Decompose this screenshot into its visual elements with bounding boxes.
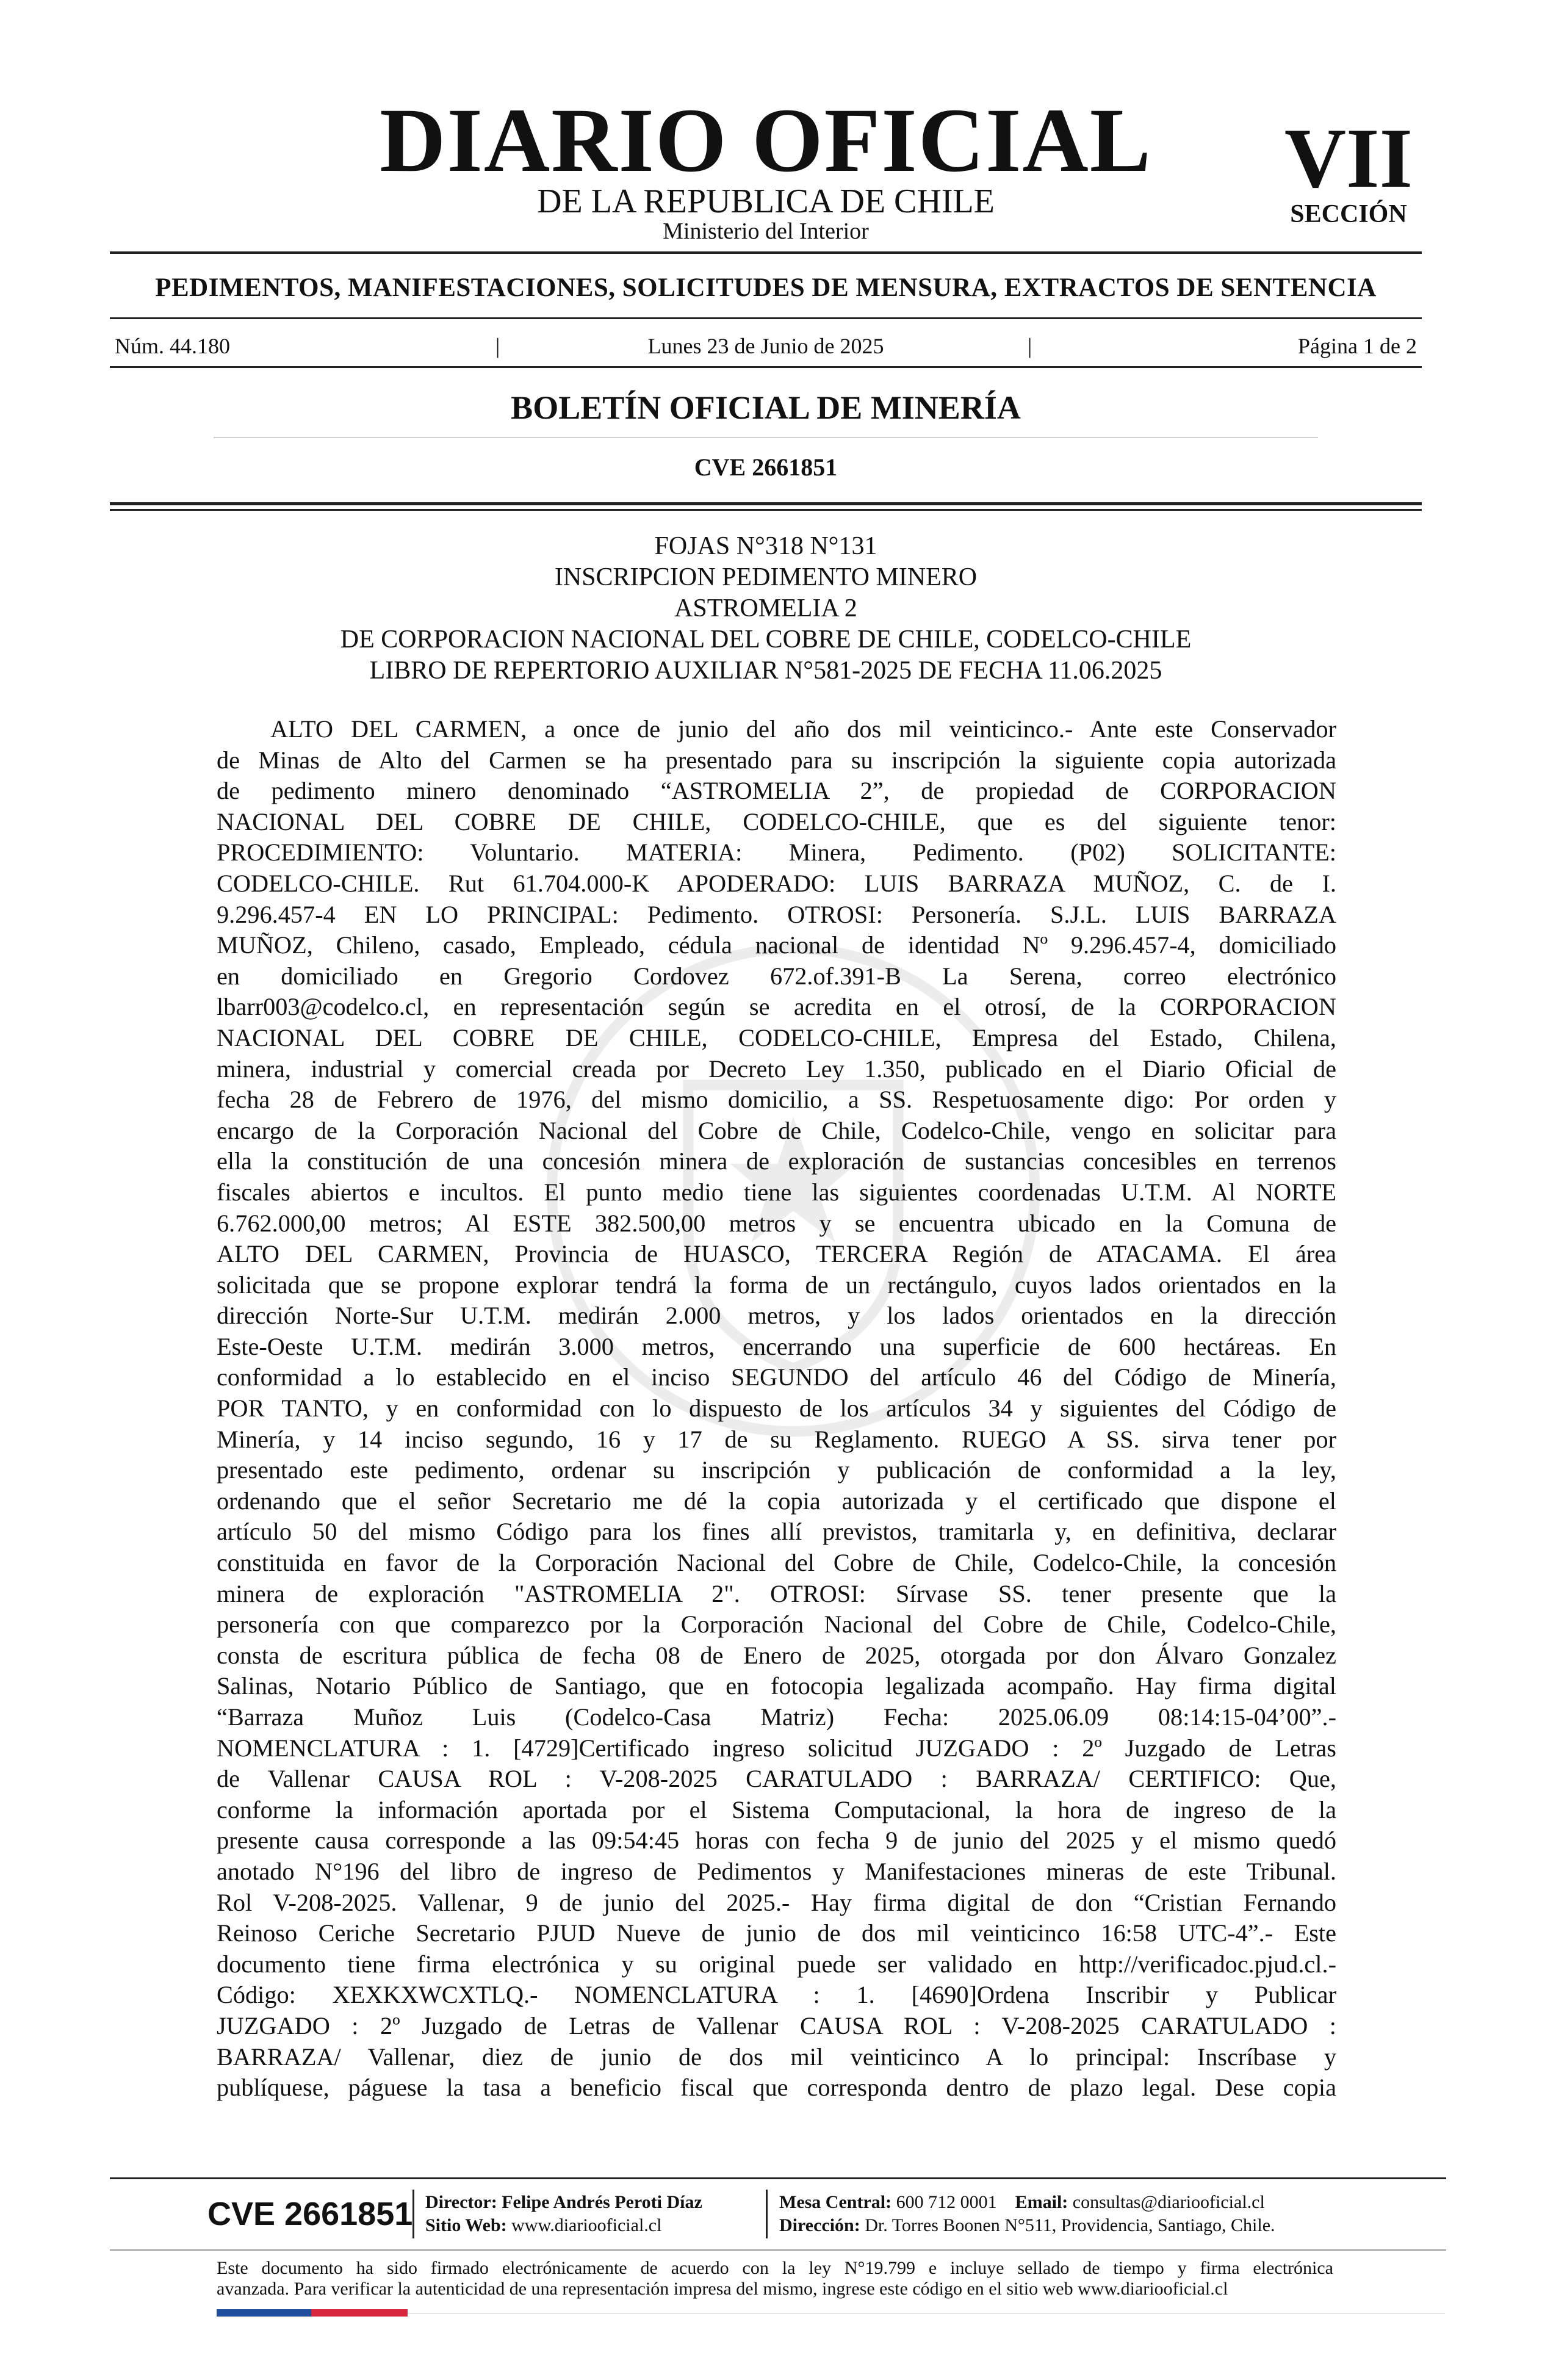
page-indicator: Página 1 de 2 (1298, 334, 1417, 358)
body-line: MUÑOZ, Chileno, casado, Empleado, cédula nacional de identidad Nº 9.296.457-4, domiciliado (217, 931, 1336, 959)
masthead-rule (110, 251, 1422, 254)
body-line: personería con que comparezco por la Corporación Nacional del Cobre de Chile, Codelco-Chile, (217, 1610, 1336, 1639)
footer-contact-block (779, 2191, 1275, 2237)
body-line: NOMENCLATURA : 1. [4729]Certificado ingreso solicitud JUZGADO : 2º Juzgado de Letras (217, 1734, 1336, 1762)
heading-fojas: FOJAS N°318 N°131 (654, 532, 877, 560)
footer-cve: CVE 2661851 (207, 2196, 413, 2232)
bulletin-title: BOLETÍN OFICIAL DE MINERÍA (511, 389, 1021, 426)
address-text: Dr. Torres Boonen N°511, Providencia, Santiago, Chile. (865, 2215, 1275, 2235)
heading-claim-name: ASTROMELIA 2 (674, 594, 857, 622)
body-line: ALTO DEL CARMEN, a once de junio del año dos mil veinticinco.- Ante este Conservador (270, 715, 1336, 743)
body-line: constituida en favor de la Corporación Nacional del Cobre de Chile, Codelco-Chile, la concesión (217, 1549, 1336, 1577)
site-link[interactable]: www.diariooficial.cl (511, 2215, 662, 2235)
footer-divider (412, 2190, 414, 2238)
heading-repertorio: LIBRO DE REPERTORIO AUXILIAR N°581-2025 DE FECHA 11.06.2025 (369, 657, 1162, 685)
body-line: fecha 28 de Febrero de 1976, del mismo domicilio, a SS. Respetuosamente digo: Por orden y (217, 1086, 1336, 1114)
body-line: Reinoso Ceriche Secretario PJUD Nueve de junio de dos mil veinticinco 16:58 UTC-4”.- Este (217, 1919, 1336, 1947)
flag-stripe-blue (217, 2309, 311, 2317)
body-line: “Barraza Muñoz Luis (Codelco-Casa Matriz) Fecha: 2025.06.09 08:14:15-04’00”.- (217, 1703, 1336, 1731)
body-line: Rol V-208-2025. Vallenar, 9 de junio del 2025.- Hay firma digital de don “Cristian Fernando (217, 1888, 1336, 1916)
heading-owner: DE CORPORACION NACIONAL DEL COBRE DE CHILE, CODELCO-CHILE (340, 626, 1192, 654)
body-line: ALTO DEL CARMEN, Provincia de HUASCO, TERCERA Región de ATACAMA. El área (217, 1240, 1336, 1268)
masthead (110, 92, 1422, 250)
body-line: BARRAZA/ Vallenar, diez de junio de dos mil veinticinco A lo principal: Inscríbase y (217, 2043, 1336, 2071)
body-line: de Vallenar CAUSA ROL : V-208-2025 CARATULADO : BARRAZA/ CERTIFICO: Que, (217, 1765, 1336, 1793)
director-name: Felipe Andrés Peroti Díaz (502, 2192, 702, 2212)
flag-stripe-red (311, 2309, 408, 2317)
body-line: CODELCO-CHILE. Rut 61.704.000-K APODERADO: LUIS BARRAZA MUÑOZ, C. de I. (217, 869, 1336, 897)
body-line: publíquese, páguese la tasa a beneficio fiscal que corresponda dentro de plazo legal. Dese copia (217, 2074, 1336, 2102)
heading-inscripcion: INSCRIPCION PEDIMENTO MINERO (554, 563, 978, 591)
body-line: encargo de la Corporación Nacional del Cobre de Chile, Codelco-Chile, vengo en solicitar para (217, 1116, 1336, 1144)
email-label: Email: (1015, 2192, 1068, 2212)
document-body (217, 714, 1336, 2104)
body-line: documento tiene firma electrónica y su original puede ser validado en http://verificadoc.pjud.cl.- (217, 1950, 1336, 1978)
body-line: dirección Norte-Sur U.T.M. medirán 2.000 metros, y los lados orientados en la dirección (217, 1302, 1336, 1330)
body-line: minera de exploración "ASTROMELIA 2". OTROSI: Sírvase SS. tener presente que la (217, 1579, 1336, 1607)
body-line: NACIONAL DEL COBRE DE CHILE, CODELCO-CHILE, que es del siguiente tenor: (217, 807, 1336, 835)
address-label: Dirección: (779, 2215, 860, 2235)
body-line: POR TANTO, y en conformidad con lo dispuesto de los artículos 34 y siguientes del Código de (217, 1394, 1336, 1423)
body-line: anotado N°196 del libro de ingreso de Pedimentos y Manifestaciones mineras de este Tribunal. (217, 1857, 1336, 1885)
body-line: solicitada que se propone explorar tendrá la forma de un rectángulo, cuyos lados orientados en la (217, 1271, 1336, 1299)
body-line: fiscales abiertos e incultos. El punto medio tiene las siguientes coordenadas U.T.M. Al NORTE (217, 1178, 1336, 1206)
body-line: de pedimento minero denominado “ASTROMELIA 2”, de propiedad de CORPORACION (217, 777, 1336, 805)
legal-line: avanzada. Para verificar la autenticidad de una representación impresa del mismo, ingrese este código en el sitio web www.diariooficial.cl (217, 2279, 1228, 2299)
body-line: conforme la información aportada por el Sistema Computacional, la hora de ingreso de la (217, 1795, 1336, 1823)
issue-number: Núm. 44.180 (115, 334, 230, 358)
info-separator: | (495, 334, 500, 358)
body-line: ella la constitución de una concesión minera de exploración de sustancias concesibles en terrenos (217, 1147, 1336, 1175)
body-line: 9.296.457-4 EN LO PRINCIPAL: Pedimento. OTROSI: Personería. S.J.L. LUIS BARRAZA (217, 900, 1336, 928)
body-line: de Minas de Alto del Carmen se ha presentado para su inscripción la siguiente copia autorizada (217, 746, 1336, 774)
body-line: lbarr003@codelco.cl, en representación según se acredita en el otrosí, de la CORPORACION (217, 993, 1336, 1021)
footer-divider (766, 2190, 768, 2238)
phone-label: Mesa Central: (779, 2192, 892, 2212)
footer-rule-thin (110, 2249, 1446, 2251)
banner-rule (110, 317, 1422, 319)
newspaper-title: DIARIO OFICIAL (380, 90, 1152, 191)
footer-director-block (425, 2191, 702, 2237)
document-headings (110, 531, 1422, 687)
body-line: Código: XEXKXWCXTLQ.- NOMENCLATURA : 1. [4690]Ordena Inscribir y Publicar (217, 1981, 1336, 2009)
body-line: JUZGADO : 2º Juzgado de Letras de Vallenar CAUSA ROL : V-208-2025 CARATULADO : (217, 2011, 1336, 2039)
legal-line: Este documento ha sido firmado electrónicamente de acuerdo con la ley N°19.799 e incluye sellado de tiempo y firma electrónica (217, 2258, 1333, 2278)
body-line: ordenando que el señor Secretario me dé la copia autorizada y el certificado que dispone el (217, 1487, 1336, 1515)
bulletin-divider (214, 437, 1318, 438)
cve-code: CVE 2661851 (694, 453, 838, 481)
body-line: Salinas, Notario Público de Santiago, que en fotocopia legalizada acompaño. Hay firma digital (217, 1672, 1336, 1700)
body-line: NACIONAL DEL COBRE DE CHILE, CODELCO-CHILE, Empresa del Estado, Chilena, (217, 1023, 1336, 1051)
info-separator: | (1028, 334, 1032, 358)
body-line: en domiciliado en Gregorio Cordovez 672.of.391-B La Serena, correo electrónico (217, 962, 1336, 990)
ministry-label: Ministerio del Interior (663, 218, 869, 244)
body-line: conformidad a lo establecido en el inciso SEGUNDO del artículo 46 del Código de Minería, (217, 1363, 1336, 1391)
body-line: artículo 50 del mismo Código para los fines allí previstos, tramitarla y, en definitiva, declarar (217, 1518, 1336, 1546)
footer-rule (110, 2177, 1446, 2179)
section-banner: PEDIMENTOS, MANIFESTACIONES, SOLICITUDES DE MENSURA, EXTRACTOS DE SENTENCIA (155, 273, 1377, 302)
director-label: Director: (425, 2192, 497, 2212)
body-line: minera, industrial y comercial creada por Decreto Ley 1.350, publicado en el Diario Oficial de (217, 1055, 1336, 1083)
issue-info-bar (110, 330, 1422, 362)
section-label: SECCIÓN (1290, 200, 1407, 228)
newspaper-subtitle: DE LA REPUBLICA DE CHILE (537, 182, 995, 220)
phone-number: 600 712 0001 (896, 2192, 997, 2212)
email-link[interactable]: consultas@diariooficial.cl (1072, 2192, 1265, 2212)
body-line: Este-Oeste U.T.M. medirán 3.000 metros, encerrando una superficie de 600 hectáreas. En (217, 1332, 1336, 1360)
issue-date: Lunes 23 de Junio de 2025 (647, 334, 884, 358)
body-line: 6.762.000,00 metros; Al ESTE 382.500,00 metros y se encuentra ubicado en la Comuna de (217, 1209, 1336, 1237)
footer-legal-notice (217, 2258, 1333, 2299)
body-line: PROCEDIMIENTO: Voluntario. MATERIA: Minera, Pedimento. (P02) SOLICITANTE: (217, 838, 1336, 867)
section-number: VII (1284, 111, 1413, 206)
cve-rule-upper (110, 502, 1422, 505)
site-label: Sitio Web: (425, 2215, 507, 2235)
body-line: consta de escritura pública de fecha 08 de Enero de 2025, otorgada por don Álvaro Gonzalez (217, 1641, 1336, 1669)
body-line: presentado este pedimento, ordenar su inscripción y publicación de conformidad a la ley, (217, 1456, 1336, 1484)
cve-rule-lower (110, 509, 1422, 511)
body-line: presente causa corresponde a las 09:54:45 horas con fecha 9 de junio del 2025 y el mismo quedó (217, 1826, 1336, 1855)
info-bar-rule (110, 366, 1422, 368)
body-line: Minería, y 14 inciso segundo, 16 y 17 de su Reglamento. RUEGO A SS. sirva tener por (217, 1425, 1336, 1453)
